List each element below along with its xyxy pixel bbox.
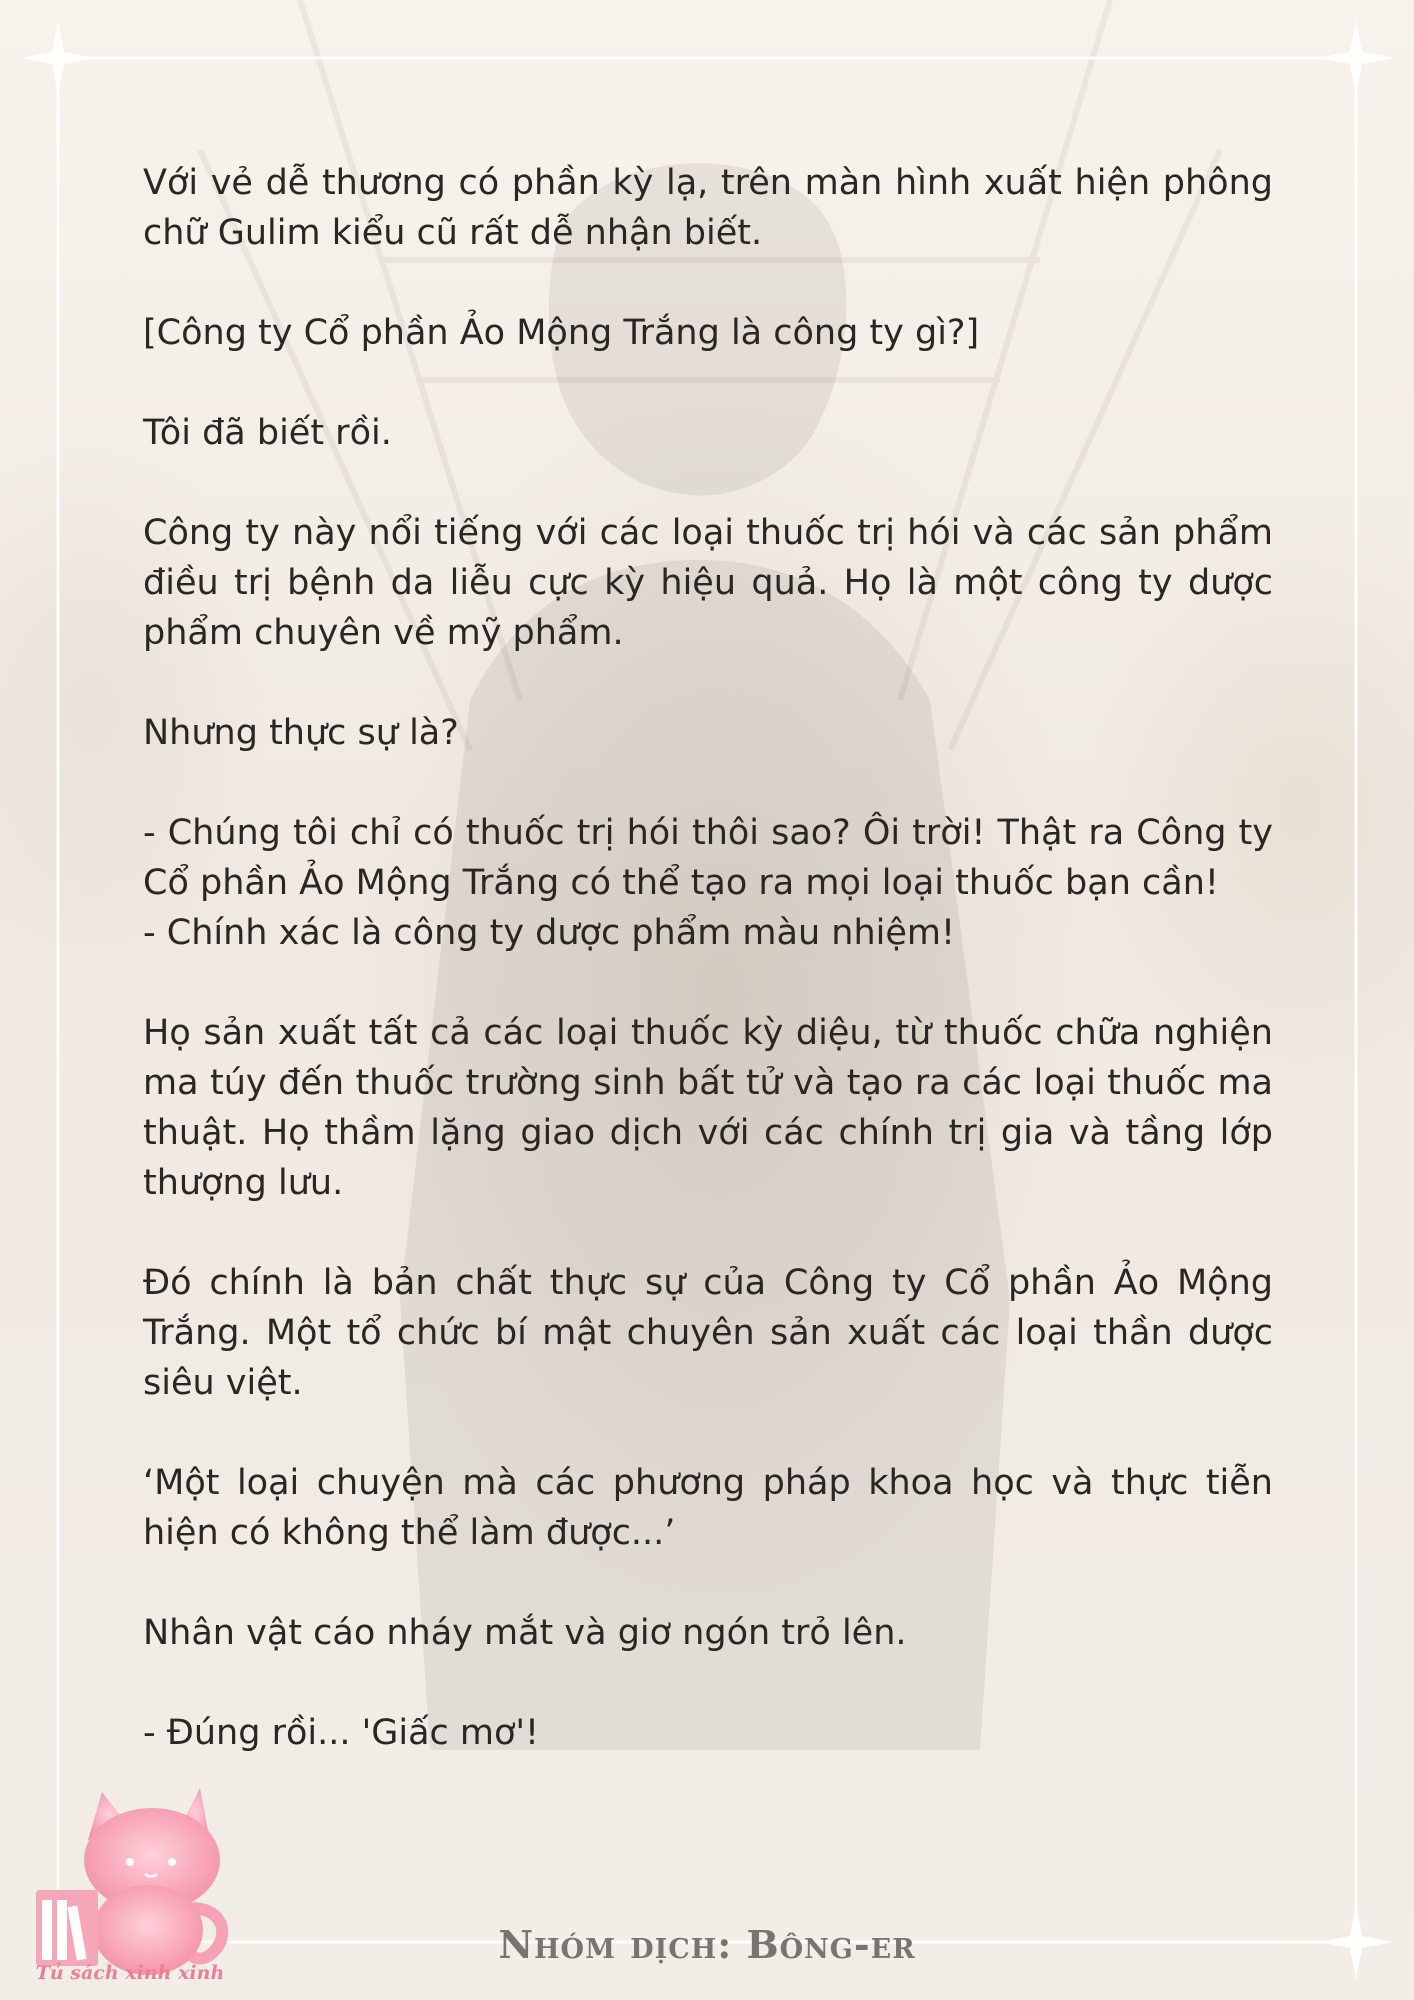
- dialogue-line: - Đúng rồi... 'Giấc mơ'!: [143, 1713, 540, 1753]
- paragraph-7: [143, 1008, 1273, 1208]
- paragraph-2: [143, 308, 1273, 358]
- dialogue-line: - Chúng tôi chỉ có thuốc trị hói thôi sao? Ôi trời! Thật ra Công ty Cổ phần Ảo Mộng Trắng có thể tạo ra mọi loại thuốc bạn cần!: [143, 813, 1273, 903]
- logo-caption: Tủ sách xinh xinh: [35, 1962, 225, 1984]
- paragraph-line: ‘Một loại chuyện mà các phương pháp khoa học và thực tiễn hiện có không thể làm được...’: [143, 1463, 1273, 1553]
- paragraph-10: [143, 1608, 1273, 1658]
- paragraph-6: [143, 808, 1273, 958]
- dialogue-line: - Chính xác là công ty dược phẩm màu nhiệm!: [143, 913, 956, 953]
- paragraph-line: Công ty này nổi tiếng với các loại thuốc trị hói và các sản phẩm điều trị bệnh da liễu cực kỳ hiệu quả. Họ là một công ty dược phẩm chuyên về mỹ phẩm.: [143, 513, 1273, 653]
- paragraph-line: Nhân vật cáo nháy mắt và giơ ngón trỏ lên.: [143, 1613, 907, 1653]
- paragraph-9: [143, 1458, 1273, 1558]
- paragraph-line: Tôi đã biết rồi.: [143, 413, 392, 453]
- paragraph-3: [143, 408, 1273, 458]
- paragraph-1: [143, 158, 1273, 258]
- paragraph-8: [143, 1258, 1273, 1408]
- paragraph-line: Nhưng thực sự là?: [143, 713, 459, 753]
- translator-credit: Nhóm dịch: Bông-er: [498, 1922, 916, 1967]
- paragraph-line: [Công ty Cổ phần Ảo Mộng Trắng là công ty gì?]: [143, 313, 980, 353]
- paragraph-11: [143, 1708, 1273, 1758]
- paragraph-line: Họ sản xuất tất cả các loại thuốc kỳ diệu, từ thuốc chữa nghiện ma túy đến thuốc trường sinh bất tử và tạo ra các loại thuốc ma thuật. Họ thầm lặng giao dịch với các chính trị gia và tầng lớp thượng lưu.: [143, 1013, 1273, 1203]
- paragraph-line: Đó chính là bản chất thực sự của Công ty Cổ phần Ảo Mộng Trắng. Một tổ chức bí mật chuyên sản xuất các loại thần dược siêu việt.: [143, 1263, 1273, 1403]
- paragraph-4: [143, 508, 1273, 658]
- paragraph-line: Với vẻ dễ thương có phần kỳ lạ, trên màn hình xuất hiện phông chữ Gulim kiểu cũ rất dễ nhận biết.: [143, 163, 1273, 253]
- paragraph-5: [143, 708, 1273, 758]
- story-text: [143, 158, 1273, 1808]
